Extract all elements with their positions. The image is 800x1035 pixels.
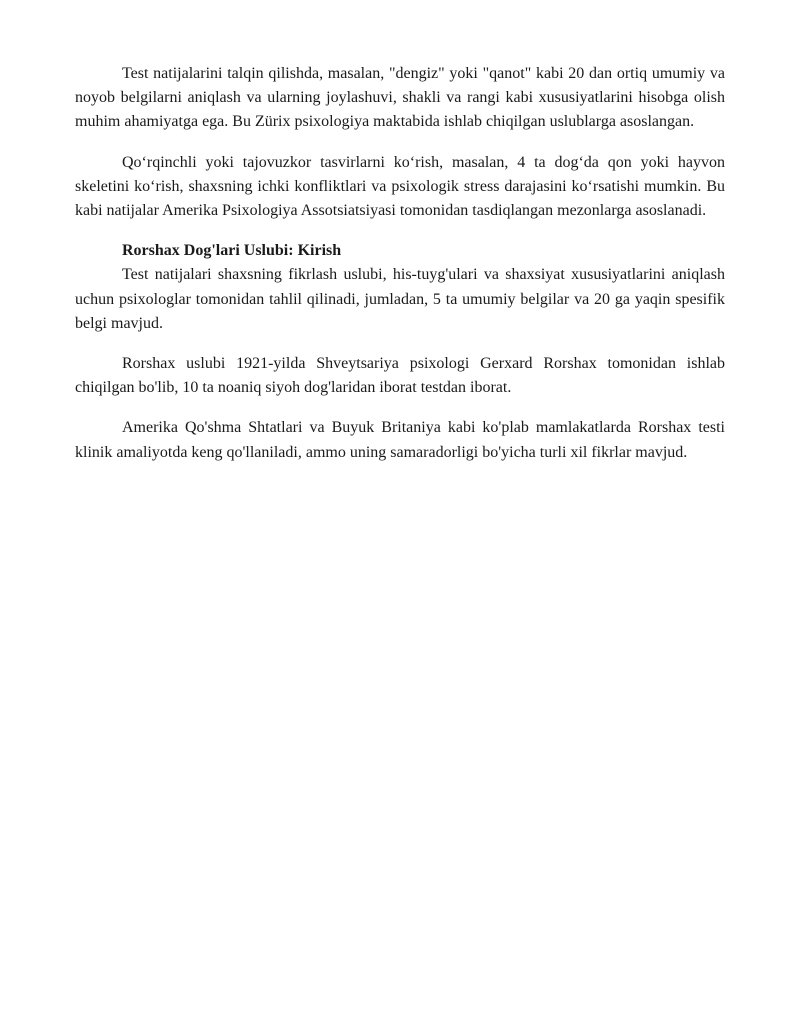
document-body	[75, 62, 725, 481]
paragraph-analysis: Test natijalari shaxsning fikrlash uslubi, his-tuyg'ulari va shaxsiyat xususiyatlarini aniqlash uchun psixologlar tomonidan tahlil qilinadi, jumladan, 5 ta umumiy belgilar va 20 ga yaqin spesifik belgi mavjud.	[75, 266, 725, 332]
section-heading: Rorshax Dog'lari Uslubi: Kirish	[122, 242, 342, 260]
paragraph-frightening-images: Qo‘rqinchli yoki tajovuzkor tasvirlarni ko‘rish, masalan, 4 ta dog‘da qon yoki hayvon skeletini ko‘rish, shaxsning ichki konfliktlari va psixologik stress darajasini ko‘rsatishi mumkin. Bu kabi natijalar Amerika Psixologiya Assotsiatsiyasi tomonidan tasdiqlangan mezonlarga asoslanadi.	[75, 153, 725, 220]
paragraph-usage: Amerika Qo'shma Shtatlari va Buyuk Britaniya kabi ko'plab mamlakatlarda Rorshax testi klinik amaliyotda keng qo'llaniladi, ammo uning samaradorligi bo'yicha turli xil fikrlar mavjud.	[75, 419, 725, 461]
paragraph-history: Rorshax uslubi 1921-yilda Shveytsariya psixologi Gerxard Rorshax tomonidan ishlab chiqilgan bo'lib, 10 ta noaniq siyoh dog'laridan iborat testdan iborat.	[75, 355, 725, 397]
paragraph-interpretation: Test natijalarini talqin qilishda, masalan, "dengiz" yoki "qanot" kabi 20 dan ortiq umumiy va noyob belgilarni aniqlash va ularning joylashuvi, shakli va rangi kabi xususiyatlarini hisobga olish muhim ahamiyatga ega. Bu Zürix psixologiya maktabida ishlab chiqilgan uslublarga asoslangan.	[75, 65, 725, 131]
